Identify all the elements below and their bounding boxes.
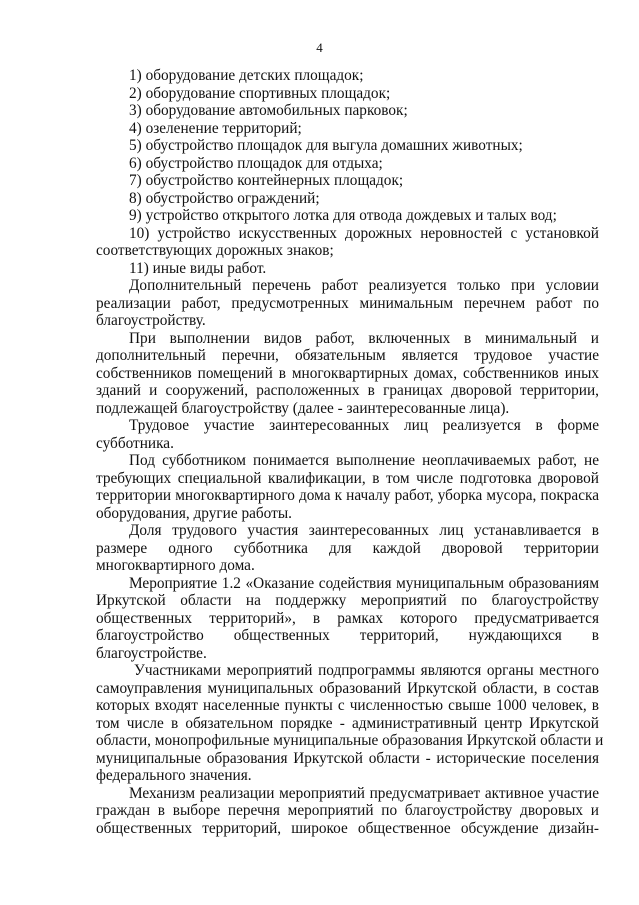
paragraph-line: подлежащей благоустройству (далее - заинтересованные лица). xyxy=(96,399,510,417)
paragraph-line: собственников помещений в многоквартирных домах, собственников иных xyxy=(96,364,599,382)
document-body xyxy=(96,67,604,837)
paragraph-line: оборудования, другие работы. xyxy=(96,504,292,522)
paragraph-line: том числе в обязательном порядке - административный центр Иркутской xyxy=(96,714,599,732)
paragraph-line: реализации работ, предусмотренных минимальным перечнем работ по xyxy=(96,294,599,312)
paragraph-line: области, монопрофильные муниципальные образования Иркутской области и xyxy=(96,732,604,749)
paragraph-line: При выполнении видов работ, включенных в минимальный и xyxy=(129,329,599,347)
list-item: 7) обустройство контейнерных площадок; xyxy=(129,172,404,189)
paragraph-line: самоуправления муниципальных образований Иркутской области, в состав xyxy=(96,679,599,697)
paragraph-line: граждан в выборе перечня мероприятий по благоустройству дворовых и xyxy=(96,802,599,819)
paragraph-line: которых входят населенные пункты с численностью свыше 1000 человек, в xyxy=(96,697,599,714)
list-item: 3) оборудование автомобильных парковок; xyxy=(129,102,408,119)
list-item: 6) обустройство площадок для отдыха; xyxy=(129,154,383,172)
paragraph-line: дополнительный перечни, обязательным является трудовое участие xyxy=(96,347,599,364)
list-item: 11) иные виды работ. xyxy=(129,259,267,277)
paragraph-line: Под субботником понимается выполнение неоплачиваемых работ, не xyxy=(129,452,599,469)
paragraph-line: общественных территорий», в рамках которого предусматривается xyxy=(96,609,599,627)
list-item: 5) обустройство площадок для выгула домашних животных; xyxy=(129,137,523,154)
paragraph-line: благоустройство общественных территорий, нуждающихся в xyxy=(96,627,599,644)
paragraph-line: благоустройстве. xyxy=(96,644,207,662)
paragraph-line: Дополнительный перечень работ реализуется только при условии xyxy=(129,277,599,294)
list-item-continuation: соответствующих дорожных знаков; xyxy=(96,242,334,259)
paragraph-line: Трудовое участие заинтересованных лиц реализуется в форме xyxy=(129,417,599,434)
list-item: 1) оборудование детских площадок; xyxy=(129,67,364,84)
list-item: 10) устройство искусственных дорожных неровностей с установкой xyxy=(129,224,599,242)
list-item: 9) устройство открытого лотка для отвода дождевых и талых вод; xyxy=(129,207,557,224)
page-number: 4 xyxy=(316,40,323,55)
list-item: 8) обустройство ограждений; xyxy=(129,189,320,207)
paragraph-line: муниципальные образования Иркутской области - исторические поселения xyxy=(96,749,599,767)
list-item: 2) оборудование спортивных площадок; xyxy=(129,84,391,102)
paragraph-line: требующих специальной квалификации, в том числе подготовка дворовой xyxy=(96,469,599,487)
paragraph-line: многоквартирного дома. xyxy=(96,557,255,574)
paragraph-line: Мероприятие 1.2 «Оказание содействия муниципальным образованиям xyxy=(129,574,599,592)
paragraph-line: Механизм реализации мероприятий предусматривает активное участие xyxy=(129,784,599,802)
paragraph-line: Иркутской области на поддержку мероприятий по благоустройству xyxy=(96,592,599,609)
paragraph-line: Участниками мероприятий подпрограммы являются органы местного xyxy=(134,662,599,679)
paragraph-line: общественных территорий, широкое общественное обсуждение дизайн- xyxy=(96,819,599,837)
paragraph-line: зданий и сооружений, расположенных в границах дворовой территории, xyxy=(96,382,599,399)
paragraph-line: Доля трудового участия заинтересованных лиц устанавливается в xyxy=(129,522,599,539)
paragraph-line: субботника. xyxy=(96,434,174,452)
paragraph-line: размере одного субботника для каждой дворовой территории xyxy=(96,539,599,557)
paragraph-line: благоустройству. xyxy=(96,312,206,329)
paragraph-line: федерального значения. xyxy=(96,767,252,784)
paragraph-line: территории многоквартирного дома к началу работ, уборка мусора, покраска xyxy=(96,487,599,504)
list-item: 4) озеленение территорий; xyxy=(129,119,302,137)
